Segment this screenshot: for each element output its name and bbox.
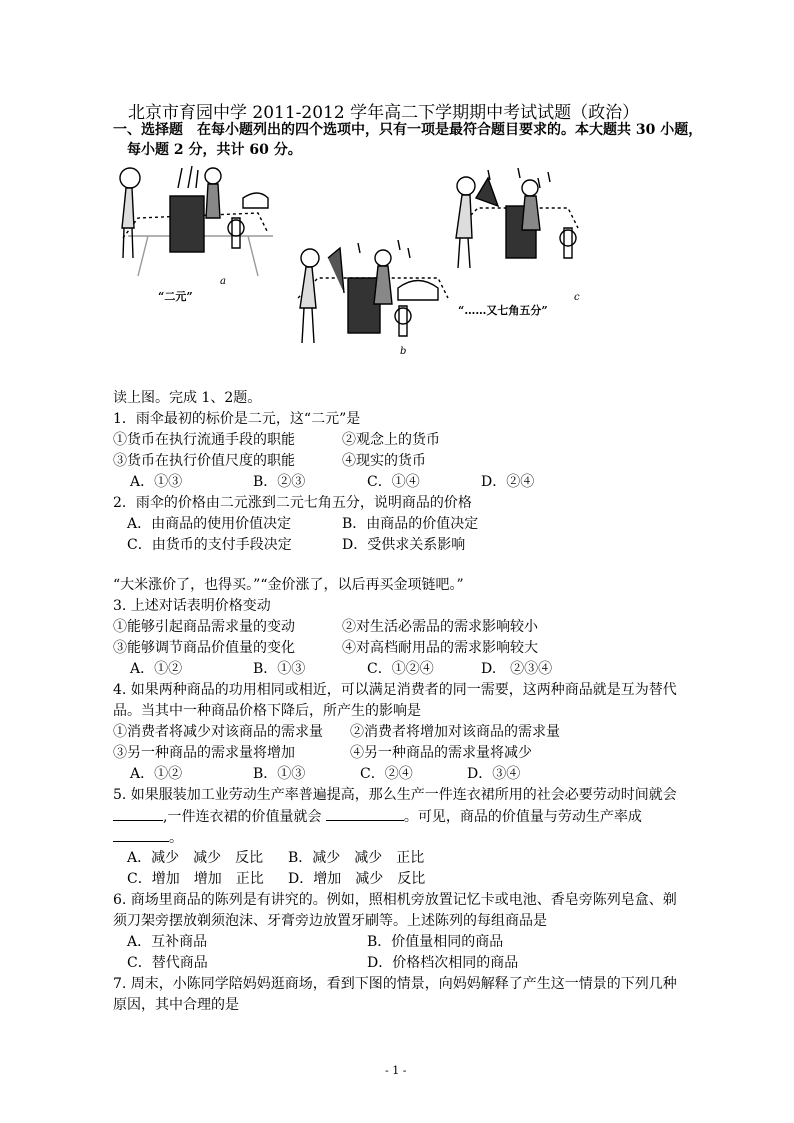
section-heading-line2: 每小题 2 分，共计 60 分。 <box>127 142 302 158</box>
cartoon-figure <box>108 158 588 388</box>
q5-stem-line3 <box>113 827 183 848</box>
q1-stem: 1．雨伞最初的标价是二元，这“二元”是 <box>113 411 361 427</box>
q4-answer-d: D．③④ <box>467 766 521 782</box>
cartoon-panel-a <box>120 166 273 276</box>
page-title: 北京市育园中学 2011-2012 学年高二下学期期中考试试题（政治） <box>128 103 640 123</box>
q4-answer-a: A．①② <box>130 766 183 782</box>
section-heading-line1: 一、选择题 在每小题列出的四个选项中，只有一项是最符合题目要求的。本大题共 30 小题， <box>113 122 703 138</box>
q2-answer-a: A．由商品的使用价值决定 <box>127 516 292 532</box>
q2-stem: 2．雨伞的价格由二元涨到二元七角五分，说明商品的价格 <box>113 495 472 511</box>
q2-answer-c: C．由货币的支付手段决定 <box>127 537 292 553</box>
panel-b-letter: b <box>400 346 407 357</box>
q5-blank-1[interactable] <box>113 806 163 821</box>
q1-answer-c: C．①④ <box>367 474 420 490</box>
q6-answer-c: C．替代商品 <box>127 955 208 971</box>
q3-answer-b: B．①③ <box>253 661 306 677</box>
q5-blank-2[interactable] <box>326 806 404 821</box>
q3-answer-d: D. ②③④ <box>481 661 553 677</box>
q5-stem-part2b: 。可见，商品的价值量与劳动生产率成 <box>403 809 642 825</box>
q4-option-2: ②消费者将增加对该商品的需求量 <box>350 724 560 740</box>
q5-answer-b: B．减少 减少 正比 <box>288 850 425 866</box>
q7-stem-line2: 原因，其中合理的是 <box>113 997 239 1013</box>
q4-stem-line1: 4. 如果两种商品的功用相同或相近，可以满足消费者的同一需要，这两种商品就是互为替代 <box>113 682 677 698</box>
q4-answer-c: C．②④ <box>360 766 413 782</box>
q1-answer-d: D．②④ <box>481 474 535 490</box>
q1-option-1: ①货币在执行流通手段的职能 <box>113 432 295 448</box>
q5-stem-line1: 5. 如果服装加工业劳动生产率普遍提高，那么生产一件连衣裙所用的社会必要劳动时间就会 <box>113 787 677 803</box>
q3-option-4: ④对高档耐用品的需求影响较大 <box>342 640 538 656</box>
q6-stem-line2: 须刀架旁摆放剃须泡沫、牙膏旁边放置牙刷等。上述陈列的每组商品是 <box>113 913 547 929</box>
q4-answer-b: B．①③ <box>253 766 306 782</box>
q4-stem-line2: 品。当其中一种商品价格下降后，所产生的影响是 <box>113 703 421 719</box>
cartoon-panel-b <box>298 240 448 343</box>
q5-answer-a: A．减少 减少 反比 <box>127 850 264 866</box>
q5-answer-d: D．增加 减少 反比 <box>288 871 426 887</box>
q2-answer-b: B．由商品的价值决定 <box>342 516 479 532</box>
panel-c-caption: “……又七角五分” <box>458 304 548 317</box>
q1-answer-a: A．①③ <box>130 474 183 490</box>
q5-blank-3[interactable] <box>113 827 169 842</box>
q3-option-1: ①能够引起商品需求量的变动 <box>113 619 295 635</box>
q3-stem: 3. 上述对话表明价格变动 <box>113 598 271 614</box>
panel-a-letter: a <box>220 276 226 287</box>
q1-option-4: ④现实的货币 <box>342 453 426 469</box>
q6-answer-d: D．价格档次相同的商品 <box>367 955 519 971</box>
q4-option-4: ④另一种商品的需求量将减少 <box>350 745 532 761</box>
q1-option-2: ②观念上的货币 <box>342 432 440 448</box>
q4-option-3: ③另一种商品的需求量将增加 <box>113 745 295 761</box>
q3-answer-c: C．①②④ <box>367 661 434 677</box>
panel-a-caption: “二元” <box>158 290 193 303</box>
q5-stem-part2a: ,一件连衣裙的价值量就会 <box>163 809 322 825</box>
q5-stem-line2 <box>113 806 642 827</box>
q3-option-3: ③能够调节商品价值量的变化 <box>113 640 295 656</box>
q6-answer-b: B．价值量相同的商品 <box>367 934 504 950</box>
panel-c-letter: c <box>574 292 580 303</box>
dialogue-quote: “大米涨价了，也得买。”“金价涨了，以后再买金项链吧。” <box>113 577 464 593</box>
q1-answer-b: B．②③ <box>253 474 306 490</box>
q2-answer-d: D．受供求关系影响 <box>342 537 466 553</box>
cartoon-panel-c <box>456 168 578 268</box>
q3-option-2: ②对生活必需品的需求影响较小 <box>342 619 538 635</box>
q4-option-1: ①消费者将减少对该商品的需求量 <box>113 724 323 740</box>
q6-answer-a: A．互补商品 <box>127 934 208 950</box>
q1-option-3: ③货币在执行价值尺度的职能 <box>113 453 295 469</box>
q3-answer-a: A．①② <box>130 661 183 677</box>
q6-stem-line1: 6. 商场里商品的陈列是有讲究的。例如，照相机旁放置记忆卡或电池、香皂旁陈列皂盒、剃 <box>113 892 677 908</box>
q5-answer-c: C．增加 增加 正比 <box>127 871 264 887</box>
intro-text: 读上图。完成 1、2题。 <box>113 390 262 406</box>
page-number: - 1 - <box>385 1064 407 1077</box>
q7-stem-line1: 7. 周末，小陈同学陪妈妈逛商场，看到下图的情景，向妈妈解释了产生这一情景的下列几种 <box>113 976 677 992</box>
q5-stem-part3b: 。 <box>169 830 183 846</box>
